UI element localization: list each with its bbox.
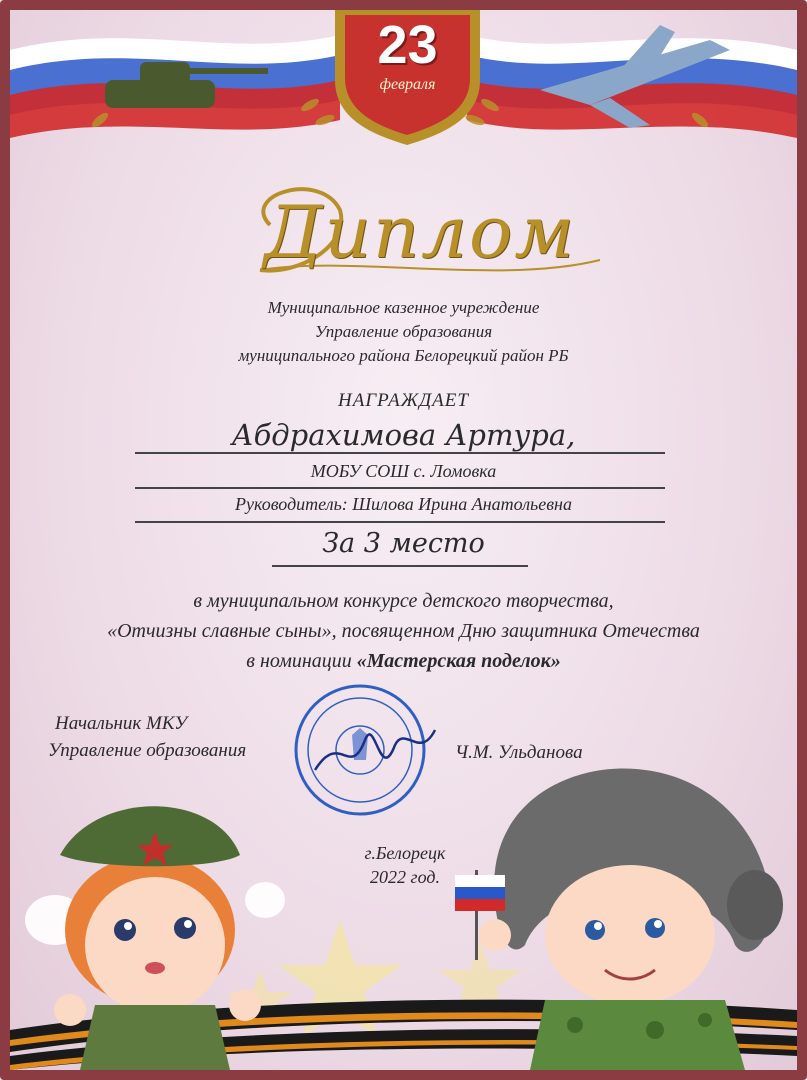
boy-tank-soldier-illustration [455, 760, 795, 1070]
footer-city: г.Белорецк [364, 843, 446, 863]
diploma-title-text: Диплом [263, 190, 577, 274]
footer-year: 2022 год. [370, 867, 440, 887]
signer-position-line-1: Начальник МКУ [55, 713, 188, 734]
signer-name: Ч.М. Ульданова [455, 742, 583, 763]
description-prefix: в номинации [246, 650, 357, 672]
issuer-line-1: Муниципальное казенное учреждение [267, 298, 540, 317]
girl-soldier-illustration [15, 770, 285, 1070]
place-award: За 3 место [322, 528, 485, 559]
rule-school [135, 487, 665, 489]
badge-month: февраля [379, 76, 436, 93]
recipient-name: Абдрахимова Артура, [231, 418, 576, 452]
handwritten-signature [310, 710, 440, 790]
description-line-2: «Отчизны славные сыны», посвященном Дню защитника Отечества [107, 620, 700, 642]
description-line-3 [0, 650, 807, 673]
recipient-school: МОБУ СОШ с. Ломовка [310, 461, 497, 481]
award-verb: НАГРАЖДАЕТ [338, 390, 469, 411]
description-line-1: в муниципальном конкурсе детского творчества, [193, 590, 614, 612]
signer-position-line-2: Управление образования [48, 740, 247, 761]
badge-day-number: 23 [377, 15, 438, 75]
rule-supervisor [135, 521, 665, 523]
rule-place [272, 565, 528, 567]
rule-name [135, 452, 665, 454]
issuer-line-2: Управление образования [314, 322, 493, 341]
nomination: «Мастерская поделок» [356, 650, 561, 672]
recipient-supervisor: Руководитель: Шилова Ирина Анатольевна [235, 494, 572, 514]
issuer-line-3: муниципального района Белорецкий район РБ [238, 346, 569, 365]
